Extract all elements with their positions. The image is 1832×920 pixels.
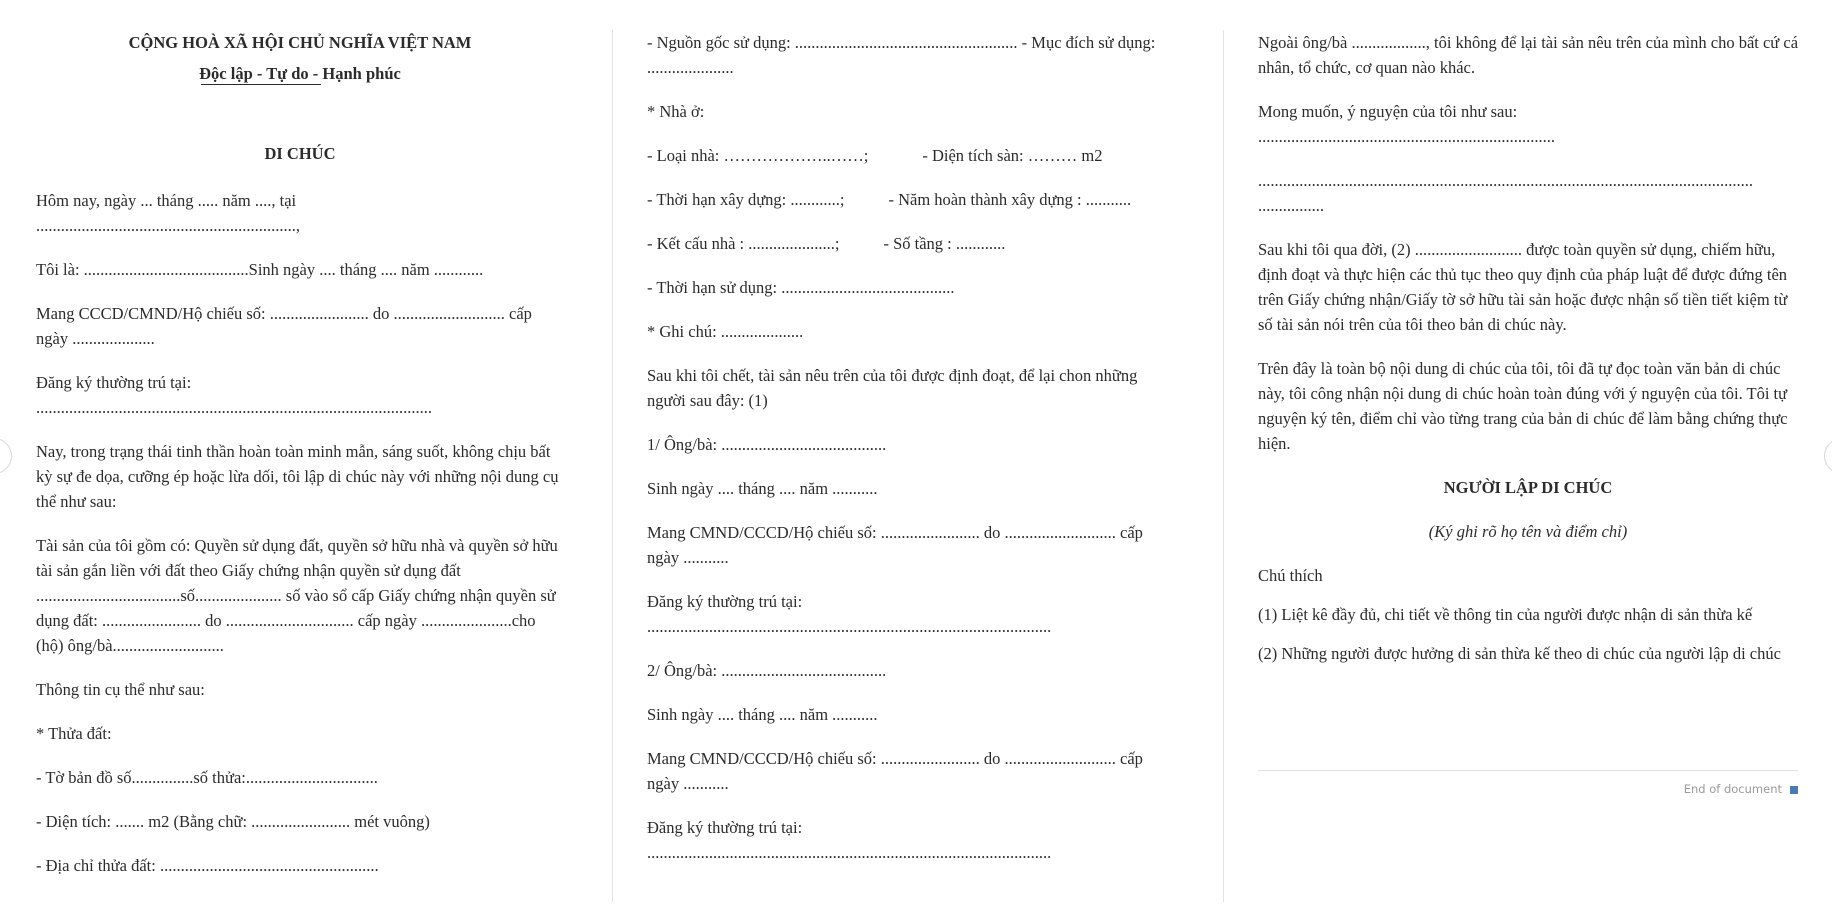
paragraph-house-type [647, 143, 1175, 168]
motto-text: Độc lập - Tự do - Hạnh phúc [199, 64, 401, 83]
paragraph-details-intro: Thông tin cụ thể như sau: [36, 680, 205, 699]
paragraph-land-heading: * Thửa đất: [36, 724, 112, 743]
paragraph-usage-term: - Thời hạn sử dụng: .......................................... [647, 278, 955, 297]
paragraph-wishes-line: ........................................................................................................................ ................ [1258, 171, 1753, 215]
paragraph-structure [647, 231, 1175, 256]
build-period-text: - Thời hạn xây dựng: ............; [647, 190, 845, 209]
paragraph-disposition: Sau khi tôi chết, tài sản nêu trên của tôi được định đoạt, để lại chon những người sau đây: (1) [647, 366, 1138, 410]
paragraph-heir2-id: Mang CMND/CCCD/Hộ chiếu số: ........................ do ........................... cấp ngày ........... [647, 749, 1143, 793]
next-page-button[interactable] [1824, 438, 1832, 474]
column-separator [612, 30, 613, 902]
paragraph-heir1-name: 1/ Ông/bà: ........................................ [647, 435, 887, 454]
signer-note: (Ký ghi rõ họ tên và điểm chỉ) [1428, 522, 1628, 541]
square-icon [1790, 786, 1798, 794]
floor-area-text: - Diện tích sàn: ……… m2 [922, 146, 1103, 165]
paragraph-residence: Đăng ký thường trú tại: ................................................................................................ [36, 373, 432, 417]
paragraph-area: - Diện tích: ....... m2 (Bằng chữ: ........................ mét vuông) [36, 812, 430, 831]
notes-heading: Chú thích [1258, 566, 1323, 585]
paragraph-map-sheet: - Tờ bản đồ số...............số thửa:................................ [36, 768, 378, 787]
end-of-document [1450, 782, 1798, 796]
paragraph-date-place: Hôm nay, ngày ... tháng ..... năm ...., tại ..............................................................., [36, 191, 300, 235]
paragraph-after-death: Sau khi tôi qua đời, (2) .......................... được toàn quyền sử dụng, chiếm hữu, định đoạt và thực hiện các thủ tục theo quy định của pháp luật để được đứng tên trên Giấy chứng nhận/Giấy tờ sở hữu tài sản hoặc được nhận số tiền tiết kiệm từ số tài sản nói trên của tôi theo bản di chúc này. [1258, 240, 1788, 334]
paragraph-wishes: Mong muốn, ý nguyện của tôi như sau: ........................................................................ [1258, 102, 1555, 146]
motto-underline [201, 84, 321, 85]
completion-year-text: - Năm hoàn thành xây dựng : ........... [888, 190, 1132, 209]
page-column-2 [647, 30, 1175, 884]
paragraph-heir2-name: 2/ Ông/bà: ........................................ [647, 661, 887, 680]
paragraph-assets: Tài sản của tôi gồm có: Quyền sử dụng đất, quyền sở hữu nhà và quyền sở hữu tài sản gắn liền với đất theo Giấy chứng nhận quyền sử dụng đất ...................................số..................... số vào sổ cấp Giấy chứng nhận quyền sử dụng đất: ........................ do ............................... cấp ngày ......................cho (hộ) ông/bà........................... [36, 536, 558, 655]
document-title: DI CHÚC [264, 144, 336, 163]
column-separator [1223, 30, 1224, 902]
page-column-1 [36, 30, 564, 897]
paragraph-heir1-residence: Đăng ký thường trú tại: .................................................................................................. [647, 592, 1052, 636]
paragraph-exclusion: Ngoài ông/bà .................., tôi không để lại tài sản nêu trên của mình cho bất cứ cá nhân, tổ chức, cơ quan nào khác. [1258, 33, 1799, 77]
house-type-text: - Loại nhà: ………………..……; [647, 146, 869, 165]
motto-heading [199, 61, 401, 85]
note-2: (2) Những người được hưởng di sản thừa kế theo di chúc của người lập di chúc [1258, 644, 1781, 663]
end-divider [1258, 770, 1798, 771]
paragraph-confirmation: Trên đây là toàn bộ nội dung di chúc của tôi, tôi đã tự đọc toàn văn bản di chúc này, tôi công nhận nội dung di chúc hoàn toàn đúng với ý nguyện của tôi. Tôi tự nguyện ký tên, điểm chỉ vào từng trang của bản di chúc để làm bằng chứng thực hiện. [1258, 359, 1788, 453]
previous-page-button[interactable] [0, 438, 12, 474]
paragraph-declaration: Nay, trong trạng thái tinh thần hoàn toàn minh mẫn, sáng suốt, không chịu bất kỳ sự đe dọa, cưỡng ép hoặc lừa dối, tôi lập di chúc này với những nội dung cụ thể như sau: [36, 442, 559, 511]
motto-wrap [36, 61, 564, 86]
paragraph-heir1-id: Mang CMND/CCCD/Hộ chiếu số: ........................ do ........................... cấp ngày ........... [647, 523, 1143, 567]
signer-title: NGƯỜI LẬP DI CHÚC [1443, 478, 1613, 497]
country-heading: CỘNG HOÀ XÃ HỘI CHỦ NGHĨA VIỆT NAM [128, 33, 472, 52]
paragraph-id-card: Mang CCCD/CMND/Hộ chiếu số: ........................ do ........................... cấp ngày .................... [36, 304, 532, 348]
paragraph-heir2-birth: Sinh ngày .... tháng .... năm ........... [647, 705, 878, 724]
paragraph-land-address: - Địa chỉ thửa đất: ..................................................... [36, 856, 379, 875]
paragraph-usage-origin: - Nguồn gốc sử dụng: ...................................................... - Mục đích sử dụng: ..................... [647, 33, 1156, 77]
note-1: (1) Liệt kê đầy đủ, chi tiết về thông tin của người được nhận di sản thừa kế [1258, 605, 1753, 624]
paragraph-heir1-birth: Sinh ngày .... tháng .... năm ........... [647, 479, 878, 498]
paragraph-heir2-residence: Đăng ký thường trú tại: .................................................................................................. [647, 818, 1052, 862]
page-column-3 [1258, 30, 1798, 680]
structure-text: - Kết cấu nhà : .....................; [647, 234, 840, 253]
floors-text: - Số tầng : ............ [883, 234, 1006, 253]
paragraph-house-heading: * Nhà ở: [647, 102, 705, 121]
paragraph-testator: Tôi là: ........................................Sinh ngày .... tháng .... năm ............ [36, 260, 484, 279]
paragraph-notes: * Ghi chú: .................... [647, 322, 804, 341]
end-of-document-label: End of document [1683, 782, 1782, 796]
paragraph-build-period [647, 187, 1175, 212]
